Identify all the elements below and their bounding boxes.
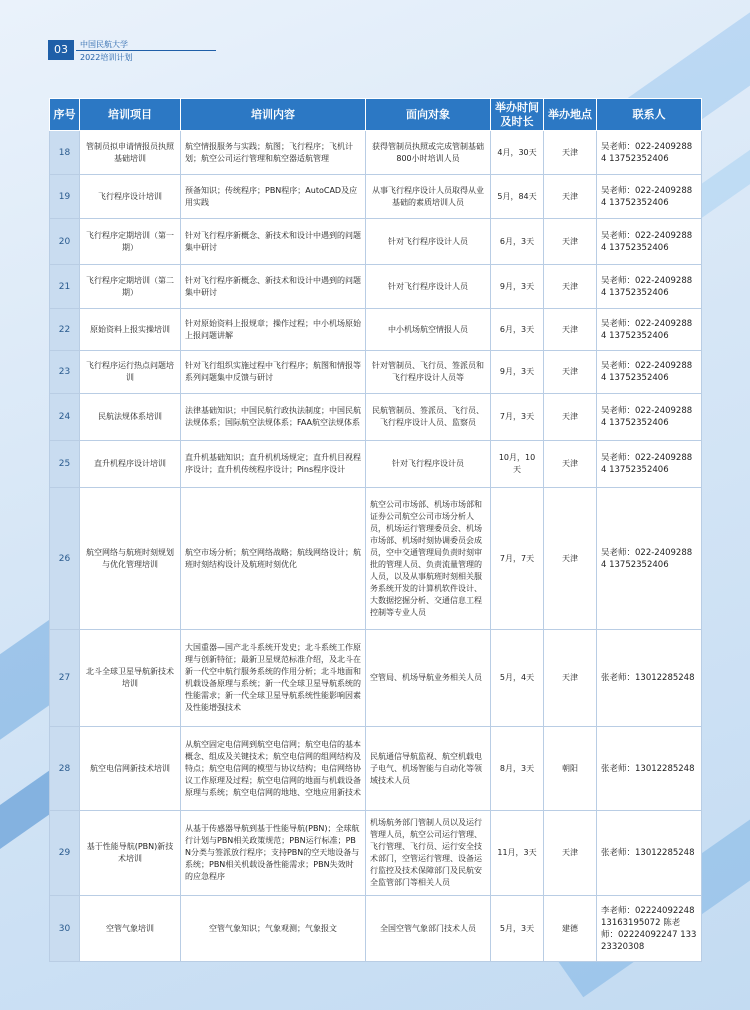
row-contact: 吴老师：022-24092884 13752352406 bbox=[597, 351, 702, 394]
row-contact: 吴老师：022-24092884 13752352406 bbox=[597, 441, 702, 488]
row-project: 飞行程序设计培训 bbox=[80, 175, 181, 219]
row-audience: 针对飞行程序设计员 bbox=[366, 441, 491, 488]
row-place: 天津 bbox=[544, 630, 597, 727]
row-project: 北斗全球卫星导航新技术培训 bbox=[80, 630, 181, 727]
row-contact: 张老师：13012285248 bbox=[597, 727, 702, 811]
row-time: 8月，3天 bbox=[491, 727, 544, 811]
row-contact: 吴老师：022-24092884 13752352406 bbox=[597, 131, 702, 175]
row-number: 18 bbox=[50, 131, 80, 175]
table-row bbox=[50, 630, 702, 727]
row-number: 24 bbox=[50, 394, 80, 441]
row-audience: 从事飞行程序设计人员取得从业基础的素质培训人员 bbox=[366, 175, 491, 219]
table-row bbox=[50, 265, 702, 309]
row-time: 11月，3天 bbox=[491, 811, 544, 896]
row-content: 从航空固定电信网到航空电信网；航空电信的基本概念、组成及关键技术；航空电信网的组网结构及特点；航空电信网的模型与协议结构；电信网络协议工作原理及过程；航空电信网的地面与机载设备原理与系统；航空电信网的地地、空地应用新技术 bbox=[181, 727, 366, 811]
row-content: 航空市场分析；航空网络战略；航线网络设计；航班时刻结构设计及航班时刻优化 bbox=[181, 488, 366, 630]
table-row bbox=[50, 488, 702, 630]
header-university-name: 中国民航大学 bbox=[80, 40, 128, 49]
table-row bbox=[50, 896, 702, 962]
row-contact: 吴老师：022-24092884 13752352406 bbox=[597, 488, 702, 630]
row-number: 20 bbox=[50, 219, 80, 265]
row-contact: 吴老师：022-24092884 13752352406 bbox=[597, 394, 702, 441]
row-content: 预备知识；传统程序；PBN程序；AutoCAD及应用实践 bbox=[181, 175, 366, 219]
column-header-contact: 联系人 bbox=[597, 99, 702, 131]
row-contact: 吴老师：022-24092884 13752352406 bbox=[597, 219, 702, 265]
row-contact: 吴老师：022-24092884 13752352406 bbox=[597, 265, 702, 309]
row-number: 22 bbox=[50, 309, 80, 351]
table-row bbox=[50, 219, 702, 265]
row-project: 基于性能导航(PBN)新技术培训 bbox=[80, 811, 181, 896]
row-audience: 全国空管气象部门技术人员 bbox=[366, 896, 491, 962]
row-number: 30 bbox=[50, 896, 80, 962]
row-contact: 张老师：13012285248 bbox=[597, 811, 702, 896]
row-place: 天津 bbox=[544, 309, 597, 351]
column-header-project: 培训项目 bbox=[80, 99, 181, 131]
table-row bbox=[50, 441, 702, 488]
row-content: 从基于传感器导航到基于性能导航(PBN)；全球航行计划与PBN相关政策规范；PBN运行标准；PBN分类与签派放行程序；支持PBN的空天地设备与系统；PBN相关机载设备性能需求；PBN失效时的应急程序 bbox=[181, 811, 366, 896]
row-place: 天津 bbox=[544, 265, 597, 309]
row-audience: 获得管制员执照或完成管制基础800小时培训人员 bbox=[366, 131, 491, 175]
row-project: 航空电信网新技术培训 bbox=[80, 727, 181, 811]
row-contact: 吴老师：022-24092884 13752352406 bbox=[597, 175, 702, 219]
row-content: 针对飞行程序新概念、新技术和设计中遇到的问题集中研讨 bbox=[181, 219, 366, 265]
row-audience: 机场航务部门管制人员以及运行管理人员，航空公司运行管理、飞行管理、飞行员、运行安全技术部门，空管运行管理、设备运行监控及技术保障部门及民航安全监管部门等相关人员 bbox=[366, 811, 491, 896]
table-row bbox=[50, 131, 702, 175]
row-project: 原始资料上报实操培训 bbox=[80, 309, 181, 351]
row-content: 针对飞行组织实施过程中飞行程序；航图和情报等系列问题集中反馈与研讨 bbox=[181, 351, 366, 394]
row-place: 天津 bbox=[544, 394, 597, 441]
row-time: 7月，3天 bbox=[491, 394, 544, 441]
row-project: 管制员拟申请情报员执照基础培训 bbox=[80, 131, 181, 175]
row-project: 航空网络与航班时刻规划与优化管理培训 bbox=[80, 488, 181, 630]
row-place: 天津 bbox=[544, 175, 597, 219]
row-contact: 张老师：13012285248 bbox=[597, 630, 702, 727]
row-time: 6月，3天 bbox=[491, 219, 544, 265]
row-audience: 民航通信导航监视、航空机载电子电气、机场智能与自动化等领域技术人员 bbox=[366, 727, 491, 811]
row-contact: 李老师：02224092248 13163195072 陈老师：02224092247 13323320308 bbox=[597, 896, 702, 962]
row-place: 建德 bbox=[544, 896, 597, 962]
row-place: 天津 bbox=[544, 811, 597, 896]
column-header-place: 举办地点 bbox=[544, 99, 597, 131]
row-content: 法律基础知识；中国民航行政执法制度；中国民航法规体系；国际航空法规体系；FAA航空法规体系 bbox=[181, 394, 366, 441]
row-project: 直升机程序设计培训 bbox=[80, 441, 181, 488]
column-header-audience: 面向对象 bbox=[366, 99, 491, 131]
row-content: 针对飞行程序新概念、新技术和设计中遇到的问题集中研讨 bbox=[181, 265, 366, 309]
row-project: 飞行程序定期培训（第二期） bbox=[80, 265, 181, 309]
row-time: 4月，30天 bbox=[491, 131, 544, 175]
row-time: 6月，3天 bbox=[491, 309, 544, 351]
page-number: 03 bbox=[48, 40, 74, 60]
row-audience: 空管局、机场导航业务相关人员 bbox=[366, 630, 491, 727]
table-row bbox=[50, 309, 702, 351]
table-row bbox=[50, 175, 702, 219]
row-audience: 针对飞行程序设计人员 bbox=[366, 265, 491, 309]
table-header-row bbox=[50, 99, 702, 131]
row-contact: 吴老师：022-24092884 13752352406 bbox=[597, 309, 702, 351]
row-project: 民航法规体系培训 bbox=[80, 394, 181, 441]
row-number: 28 bbox=[50, 727, 80, 811]
row-audience: 民航管制员、签派员、飞行员、飞行程序设计人员、监察员 bbox=[366, 394, 491, 441]
row-number: 26 bbox=[50, 488, 80, 630]
row-number: 29 bbox=[50, 811, 80, 896]
row-place: 天津 bbox=[544, 219, 597, 265]
page-header bbox=[48, 40, 218, 62]
row-time: 7月，7天 bbox=[491, 488, 544, 630]
row-time: 9月，3天 bbox=[491, 351, 544, 394]
row-content: 航空情报服务与实践；航图；飞行程序；飞机计划；航空公司运行管理和航空器适航管理 bbox=[181, 131, 366, 175]
row-content: 大国重器—国产北斗系统开发史；北斗系统工作原理与创新特征；最新卫星规范标准介绍，及北斗在新一代空中航行服务系统的作用分析；北斗地面和机载设备原理与系统；新一代全球卫星导航系统的性能需求；新一代全球卫星导航系统性能影响因素及性能增强技术 bbox=[181, 630, 366, 727]
table-row bbox=[50, 394, 702, 441]
row-audience: 航空公司市场部、机场市场部和证券公司航空公司市场分析人员，机场运行管理委员会、机场市场部、机场时刻协调委员会成员，空中交通管理局负责时刻审批的管理人员、负责流量管理的人员，以及从事航班时刻相关服务系统开发的计算机软件设计、大数据挖掘分析、交通信息工程控制等专业人员 bbox=[366, 488, 491, 630]
table-row bbox=[50, 351, 702, 394]
row-project: 飞行程序定期培训（第一期） bbox=[80, 219, 181, 265]
row-place: 朝阳 bbox=[544, 727, 597, 811]
header-divider bbox=[76, 50, 216, 51]
training-schedule-table bbox=[49, 98, 702, 962]
row-time: 5月，3天 bbox=[491, 896, 544, 962]
row-place: 天津 bbox=[544, 351, 597, 394]
column-header-content: 培训内容 bbox=[181, 99, 366, 131]
row-time: 5月，84天 bbox=[491, 175, 544, 219]
row-content: 针对原始资料上报规章；操作过程；中小机场原始上报问题讲解 bbox=[181, 309, 366, 351]
row-number: 19 bbox=[50, 175, 80, 219]
row-project: 空管气象培训 bbox=[80, 896, 181, 962]
row-audience: 针对管制员、飞行员、签派员和飞行程序设计人员等 bbox=[366, 351, 491, 394]
column-header-time: 举办时间及时长 bbox=[491, 99, 544, 131]
row-place: 天津 bbox=[544, 131, 597, 175]
row-audience: 中小机场航空情报人员 bbox=[366, 309, 491, 351]
row-time: 5月，4天 bbox=[491, 630, 544, 727]
row-number: 23 bbox=[50, 351, 80, 394]
column-header-no: 序号 bbox=[50, 99, 80, 131]
row-number: 27 bbox=[50, 630, 80, 727]
row-place: 天津 bbox=[544, 441, 597, 488]
table-row bbox=[50, 727, 702, 811]
row-content: 空管气象知识；气象观测；气象报文 bbox=[181, 896, 366, 962]
row-content: 直升机基础知识；直升机机场规定；直升机目视程序设计；直升机传统程序设计；Pins程序设计 bbox=[181, 441, 366, 488]
table-row bbox=[50, 811, 702, 896]
row-audience: 针对飞行程序设计人员 bbox=[366, 219, 491, 265]
row-place: 天津 bbox=[544, 488, 597, 630]
row-number: 25 bbox=[50, 441, 80, 488]
header-plan-title: 2022培训计划 bbox=[80, 53, 133, 62]
row-time: 10月，10天 bbox=[491, 441, 544, 488]
row-project: 飞行程序运行热点问题培训 bbox=[80, 351, 181, 394]
row-number: 21 bbox=[50, 265, 80, 309]
row-time: 9月，3天 bbox=[491, 265, 544, 309]
